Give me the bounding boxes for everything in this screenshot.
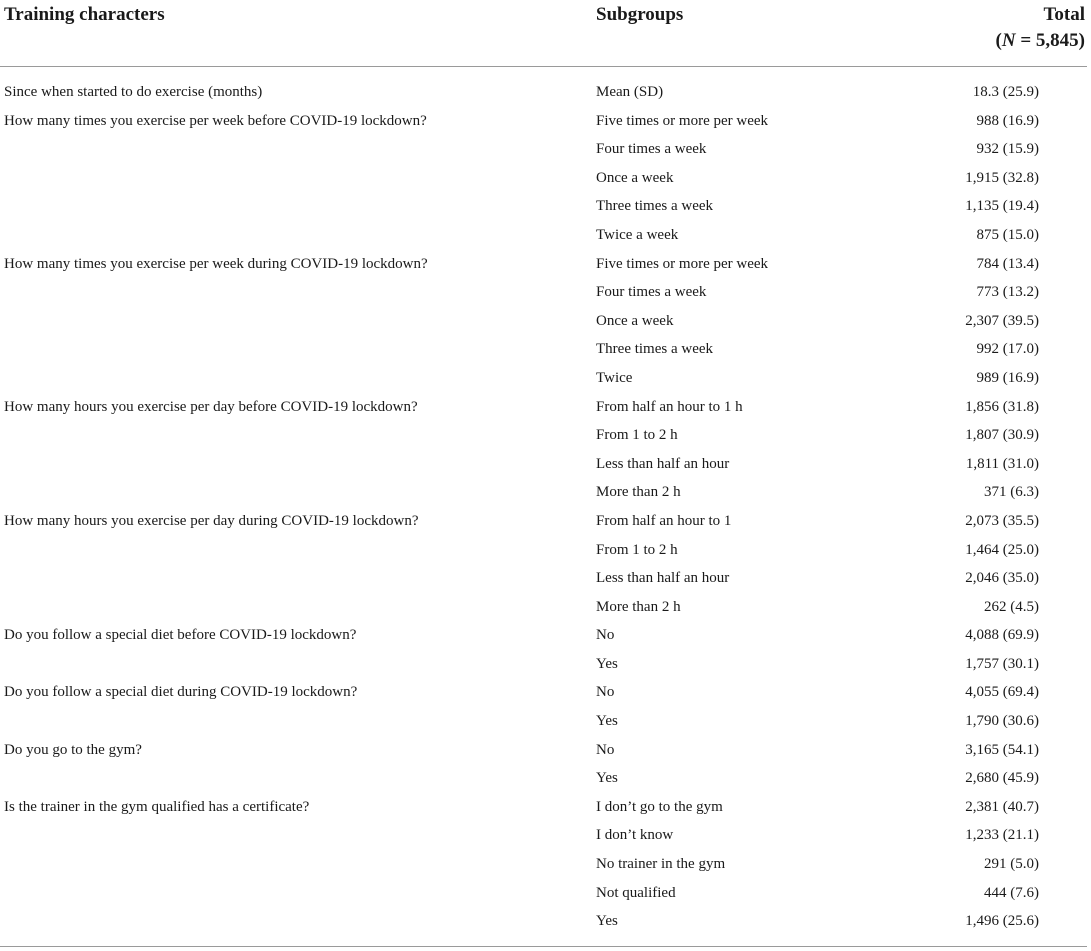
row-total: 773 (13.2) xyxy=(976,284,1039,301)
row-question: How many times you exercise per week before COVID-19 lockdown? xyxy=(4,112,427,129)
row-subgroup: Yes xyxy=(596,770,618,787)
table-row xyxy=(0,793,1091,822)
table-row xyxy=(0,278,1091,307)
row-subgroup: From half an hour to 1 xyxy=(596,512,732,529)
table-row xyxy=(0,221,1091,250)
row-total: 444 (7.6) xyxy=(984,884,1039,901)
row-subgroup: Yes xyxy=(596,655,618,672)
row-question: Since when started to do exercise (months) xyxy=(4,84,263,100)
table-row xyxy=(0,450,1091,479)
table-row xyxy=(0,764,1091,793)
table-row xyxy=(0,164,1091,193)
table-row xyxy=(0,650,1091,679)
table-row xyxy=(0,879,1091,908)
row-subgroup: Mean (SD) xyxy=(596,84,664,100)
row-subgroup: Four times a week xyxy=(596,284,707,301)
row-subgroup: From 1 to 2 h xyxy=(596,541,678,558)
table-row xyxy=(0,107,1091,136)
table-row xyxy=(0,907,1091,936)
row-subgroup: From half an hour to 1 h xyxy=(596,398,743,415)
table-row xyxy=(0,421,1091,450)
row-total: 18.3 (25.9) xyxy=(972,84,1039,100)
table-row xyxy=(0,850,1091,879)
header-rule xyxy=(0,66,1087,67)
row-total: 784 (13.4) xyxy=(976,255,1039,272)
table-row xyxy=(0,135,1091,164)
table-row xyxy=(0,335,1091,364)
row-total: 1,496 (25.6) xyxy=(965,913,1039,930)
row-total: 371 (6.3) xyxy=(984,484,1039,501)
row-subgroup: Yes xyxy=(596,913,618,930)
row-subgroup: Three times a week xyxy=(596,198,714,215)
row-question: How many hours you exercise per day before COVID-19 lockdown? xyxy=(4,398,418,415)
row-total: 1,233 (21.1) xyxy=(965,827,1039,844)
row-subgroup: Less than half an hour xyxy=(596,455,730,472)
row-subgroup: Twice xyxy=(596,369,633,386)
header-total-n xyxy=(996,28,1085,54)
row-total: 1,464 (25.0) xyxy=(965,541,1039,558)
header-total-n-symbol: N xyxy=(1001,30,1016,51)
row-question: Do you follow a special diet before COVID-19 lockdown? xyxy=(4,627,357,644)
row-subgroup: From 1 to 2 h xyxy=(596,427,678,444)
row-total: 989 (16.9) xyxy=(976,369,1039,386)
row-total: 1,790 (30.6) xyxy=(965,713,1039,730)
row-subgroup: More than 2 h xyxy=(596,598,681,615)
row-total: 1,135 (19.4) xyxy=(965,198,1039,215)
row-subgroup: Not qualified xyxy=(596,884,676,901)
table-row xyxy=(0,393,1091,422)
row-subgroup: Yes xyxy=(596,713,618,730)
table-row xyxy=(0,78,1091,107)
table-row xyxy=(0,250,1091,279)
row-total: 988 (16.9) xyxy=(976,112,1039,129)
table-row xyxy=(0,821,1091,850)
row-total: 262 (4.5) xyxy=(984,598,1039,615)
row-total: 2,680 (45.9) xyxy=(965,770,1039,787)
row-question: Do you go to the gym? xyxy=(4,741,142,758)
table-row xyxy=(0,707,1091,736)
row-total: 875 (15.0) xyxy=(976,226,1039,243)
row-total: 1,757 (30.1) xyxy=(965,655,1039,672)
table-row xyxy=(0,593,1091,622)
row-subgroup: Three times a week xyxy=(596,341,714,358)
table-row xyxy=(0,364,1091,393)
row-subgroup: Five times or more per week xyxy=(596,255,769,272)
table-row xyxy=(0,678,1091,707)
table-row xyxy=(0,192,1091,221)
row-total: 1,856 (31.8) xyxy=(965,398,1039,415)
header-training-characters: Training characters xyxy=(4,4,165,25)
row-total: 2,307 (39.5) xyxy=(965,312,1039,329)
table-body xyxy=(0,78,1091,936)
row-total: 1,807 (30.9) xyxy=(965,427,1039,444)
row-subgroup: Less than half an hour xyxy=(596,570,730,587)
row-question: Is the trainer in the gym qualified has a certificate? xyxy=(4,798,310,815)
header-total-count: = 5,845) xyxy=(1015,30,1085,51)
header-total-label: Total xyxy=(1043,4,1085,25)
row-total: 992 (17.0) xyxy=(976,341,1039,358)
table-row xyxy=(0,564,1091,593)
row-subgroup: I don’t know xyxy=(596,827,674,844)
header-subgroups: Subgroups xyxy=(596,4,684,25)
bottom-rule xyxy=(0,946,1087,947)
row-total: 1,915 (32.8) xyxy=(965,169,1039,186)
row-total: 2,073 (35.5) xyxy=(965,512,1039,529)
row-question: How many times you exercise per week during COVID-19 lockdown? xyxy=(4,255,428,272)
table-row xyxy=(0,307,1091,336)
row-subgroup: Once a week xyxy=(596,169,674,186)
row-total: 3,165 (54.1) xyxy=(965,741,1039,758)
table-row xyxy=(0,536,1091,565)
row-total: 1,811 (31.0) xyxy=(965,455,1039,472)
row-subgroup: Five times or more per week xyxy=(596,112,769,129)
row-subgroup: Twice a week xyxy=(596,226,679,243)
row-question: How many hours you exercise per day during COVID-19 lockdown? xyxy=(4,512,419,529)
row-subgroup: I don’t go to the gym xyxy=(596,798,723,815)
row-total: 2,381 (40.7) xyxy=(965,798,1039,815)
table-row xyxy=(0,478,1091,507)
row-subgroup: No trainer in the gym xyxy=(596,856,726,873)
row-subgroup: Four times a week xyxy=(596,141,707,158)
header-total xyxy=(996,2,1085,54)
table-row xyxy=(0,736,1091,765)
row-total: 2,046 (35.0) xyxy=(965,570,1039,587)
row-question: Do you follow a special diet during COVID-19 lockdown? xyxy=(4,684,358,701)
row-subgroup: No xyxy=(596,684,615,701)
row-total: 4,088 (69.9) xyxy=(965,627,1039,644)
row-total: 4,055 (69.4) xyxy=(965,684,1039,701)
row-subgroup: More than 2 h xyxy=(596,484,681,501)
table-header xyxy=(0,0,1091,66)
row-subgroup: No xyxy=(596,741,615,758)
row-total: 291 (5.0) xyxy=(984,856,1039,873)
row-subgroup: No xyxy=(596,627,615,644)
row-subgroup: Once a week xyxy=(596,312,674,329)
header-total-open: ( xyxy=(995,30,1002,51)
table-row xyxy=(0,621,1091,650)
row-total: 932 (15.9) xyxy=(976,141,1039,158)
table-row xyxy=(0,507,1091,536)
